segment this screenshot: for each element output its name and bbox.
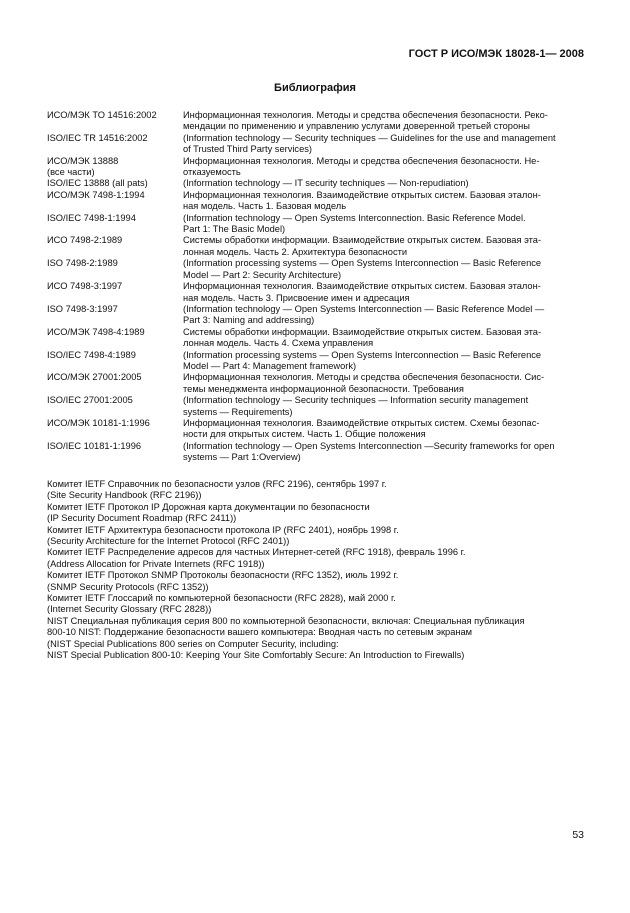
entry-description (183, 235, 584, 258)
entry-description-line: Системы обработки информации. Взаимодействие открытых систем. Базовая эта- (183, 326, 542, 337)
entry-description-line: ная модель. Часть 1. Базовая модель (183, 201, 347, 212)
entry-description (183, 441, 584, 464)
entry-code-line: ИСО/МЭК 7498-1:1994 (47, 189, 145, 200)
bibliography-entry (47, 110, 584, 133)
entry-code-line: ISO/IEC 13888 (all pats) (47, 178, 148, 189)
entry-code (47, 213, 183, 236)
entry-description-line: Model — Part 2: Security Architecture) (183, 269, 342, 280)
entry-description-line: (Information technology — Open Systems Interconnection — Basic Reference Model — (183, 303, 545, 314)
entry-description (183, 190, 584, 213)
entry-code (47, 110, 183, 133)
bibliography-line: 800-10 NIST: Поддержание безопасности вашего компьютера: Вводная часть по сетевым экранам (47, 627, 473, 638)
entry-description-line: systems — Part 1:Overview) (183, 452, 301, 463)
entry-description-line: Информационная технология. Взаимодействие открытых систем. Базовая эталон- (183, 281, 541, 292)
entry-code (47, 281, 183, 304)
bibliography-list (47, 110, 584, 464)
entry-description-line: ности для открытых систем. Часть 1. Общие положения (183, 429, 426, 440)
bibliography-entry (47, 281, 584, 304)
bibliography-line: (Security Architecture for the Internet Protocol (RFC 2401)) (47, 536, 290, 547)
bibliography-entry (47, 372, 584, 395)
entry-description-line: темы менеджмента информационной безопасности. Требования (183, 383, 464, 394)
entry-description (183, 327, 584, 350)
entry-code-line: ИСО/МЭК ТО 14516:2002 (47, 110, 157, 120)
entry-description (183, 418, 584, 441)
entry-description (183, 372, 584, 395)
entry-description-line: Информационная технология. Взаимодействие открытых систем. Схемы безопас- (183, 417, 540, 428)
entry-code-line: ИСО/МЭК 27001:2005 (47, 372, 142, 383)
entry-description (183, 281, 584, 304)
bibliography-entry (47, 441, 584, 464)
bibliography-line: NIST Специальная публикация серия 800 по компьютерной безопасности, включая: Специальная публикация (47, 615, 525, 626)
bibliography-line: (IP Security Document Roadmap (RFC 2411)) (47, 513, 237, 524)
entry-code (47, 372, 183, 395)
entry-description-line: Part 1: The Basic Model) (183, 224, 286, 235)
entry-code-line: (все части) (47, 167, 95, 178)
entry-description-line: systems — Requirements) (183, 406, 293, 417)
bibliography-entry (47, 190, 584, 213)
entry-description-line: Model — Part 4: Management framework) (183, 360, 357, 371)
bibliography-entry (47, 327, 584, 350)
entry-description-line: (Information technology — IT security techniques — Non-repudiation) (183, 178, 469, 189)
entry-code-line: ISO/IEC 10181-1:1996 (47, 440, 142, 451)
entry-description-line: отказуемость (183, 167, 241, 178)
entry-description-line: Part 3: Naming and addressing) (183, 315, 315, 326)
entry-description-line: лонная модель. Часть 2. Архитектура безопасности (183, 246, 408, 257)
bibliography-entry (47, 178, 584, 189)
page-title: Библиография (274, 82, 356, 94)
bibliography-line: Комитет IETF Протокол IP Дорожная карта документации по безопасности (47, 501, 370, 512)
entry-description-line: мендации по применению и управлению услугами доверенной третьей стороны (183, 121, 530, 132)
entry-code-line: ИСО/МЭК 7498-4:1989 (47, 326, 145, 337)
entry-description (183, 350, 584, 373)
entry-description-line: of Trusted Third Party services) (183, 144, 312, 155)
entry-description-line: (Information processing systems — Open Systems Interconnection — Basic Reference (183, 349, 542, 360)
bibliography-entry (47, 133, 584, 156)
bibliography-additional (47, 479, 584, 662)
entry-code-line: ISO/IEC 7498-4:1989 (47, 349, 136, 360)
bibliography-entry (47, 418, 584, 441)
bibliography-entry (47, 395, 584, 418)
bibliography-line: (Site Security Handbook (RFC 2196)) (47, 490, 202, 501)
entry-code (47, 441, 183, 464)
bibliography-entry (47, 213, 584, 236)
page-number: 53 (572, 829, 584, 841)
entry-code (47, 156, 183, 179)
bibliography-line: (NIST Special Publications 800 series on Computer Security, including: (47, 638, 339, 649)
entry-code (47, 327, 183, 350)
document-header: ГОСТ Р ИСО/МЭК 18028-1— 2008 (408, 48, 584, 60)
entry-description-line: Информационная технология. Методы и средства обеспечения безопасности. Не- (183, 155, 540, 166)
bibliography-line: Комитет IETF Глоссарий по компьютерной безопасности (RFC 2828), май 2000 г. (47, 593, 396, 604)
entry-description-line: Информационная технология. Взаимодействие открытых систем. Базовая эталон- (183, 189, 541, 200)
bibliography-line: NIST Special Publication 800-10: Keeping Your Site Comfortably Secure: An Introduction to Firewalls) (47, 650, 465, 661)
bibliography-entry (47, 350, 584, 373)
bibliography-line: Комитет IETF Архитектура безопасности протокола IP (RFC 2401), ноябрь 1998 г. (47, 524, 399, 535)
bibliography-entry (47, 235, 584, 258)
entry-description-line: лонная модель. Часть 4. Схема управления (183, 338, 374, 349)
entry-description (183, 110, 584, 133)
bibliography-entry (47, 156, 584, 179)
entry-description-line: (Information technology — Security techniques — Information security management (183, 395, 529, 406)
bibliography-line: Комитет IETF Справочник по безопасности узлов (RFC 2196), сентябрь 1997 г. (47, 479, 387, 489)
entry-description-line: (Information technology — Open Systems Interconnection. Basic Reference Model. (183, 212, 526, 223)
entry-code (47, 418, 183, 441)
entry-description-line: (Information technology — Open Systems Interconnection —Security frameworks for open (183, 440, 555, 451)
bibliography-line: (Address Allocation for Private Internets (RFC 1918)) (47, 558, 265, 569)
entry-code-line: ISO 7498-3:1997 (47, 303, 118, 314)
entry-code (47, 395, 183, 418)
entry-code-line: ИСО 7498-2:1989 (47, 235, 123, 246)
entry-code-line: ISO/IEC 7498-1:1994 (47, 212, 136, 223)
entry-code-line: ISO 7498-2:1989 (47, 258, 118, 269)
entry-code-line: ИСО/МЭК 13888 (47, 155, 119, 166)
entry-description (183, 156, 584, 179)
bibliography-entry (47, 258, 584, 281)
entry-description (183, 395, 584, 418)
bibliography-line: (Internet Security Glossary (RFC 2828)) (47, 604, 212, 615)
entry-code (47, 133, 183, 156)
entry-code-line: ИСО/МЭК 10181-1:1996 (47, 417, 150, 428)
entry-description-line: Системы обработки информации. Взаимодействие открытых систем. Базовая эта- (183, 235, 542, 246)
entry-description (183, 133, 584, 156)
entry-code (47, 178, 183, 189)
entry-code (47, 350, 183, 373)
entry-code (47, 304, 183, 327)
entry-description (183, 304, 584, 327)
bibliography-entry (47, 304, 584, 327)
bibliography-line: Комитет IETF Протокол SNMP Протоколы безопасности (RFC 1352), июль 1992 г. (47, 570, 399, 581)
entry-description-line: Информационная технология. Методы и средства обеспечения безопасности. Сис- (183, 372, 545, 383)
entry-code-line: ISO/IEC TR 14516:2002 (47, 132, 148, 143)
entry-description-line: (Information processing systems — Open Systems Interconnection — Basic Reference (183, 258, 542, 269)
bibliography-line: (SNMP Security Protocols (RFC 1352)) (47, 581, 209, 592)
bibliography-line: Комитет IETF Распределение адресов для частных Интернет-сетей (RFC 1918), февраль 1996 г. (47, 547, 466, 558)
entry-code (47, 190, 183, 213)
entry-code (47, 235, 183, 258)
entry-description-line: ная модель. Часть 3. Присвоение имен и адресация (183, 292, 410, 303)
entry-code-line: ИСО 7498-3:1997 (47, 281, 123, 292)
entry-description-line: Информационная технология. Методы и средства обеспечения безопасности. Реко- (183, 110, 548, 120)
entry-description (183, 258, 584, 281)
entry-code (47, 258, 183, 281)
entry-description (183, 178, 584, 189)
entry-description-line: (Information technology — Security techniques — Guidelines for the use and management (183, 132, 556, 143)
entry-description (183, 213, 584, 236)
entry-code-line: ISO/IEC 27001:2005 (47, 395, 133, 406)
